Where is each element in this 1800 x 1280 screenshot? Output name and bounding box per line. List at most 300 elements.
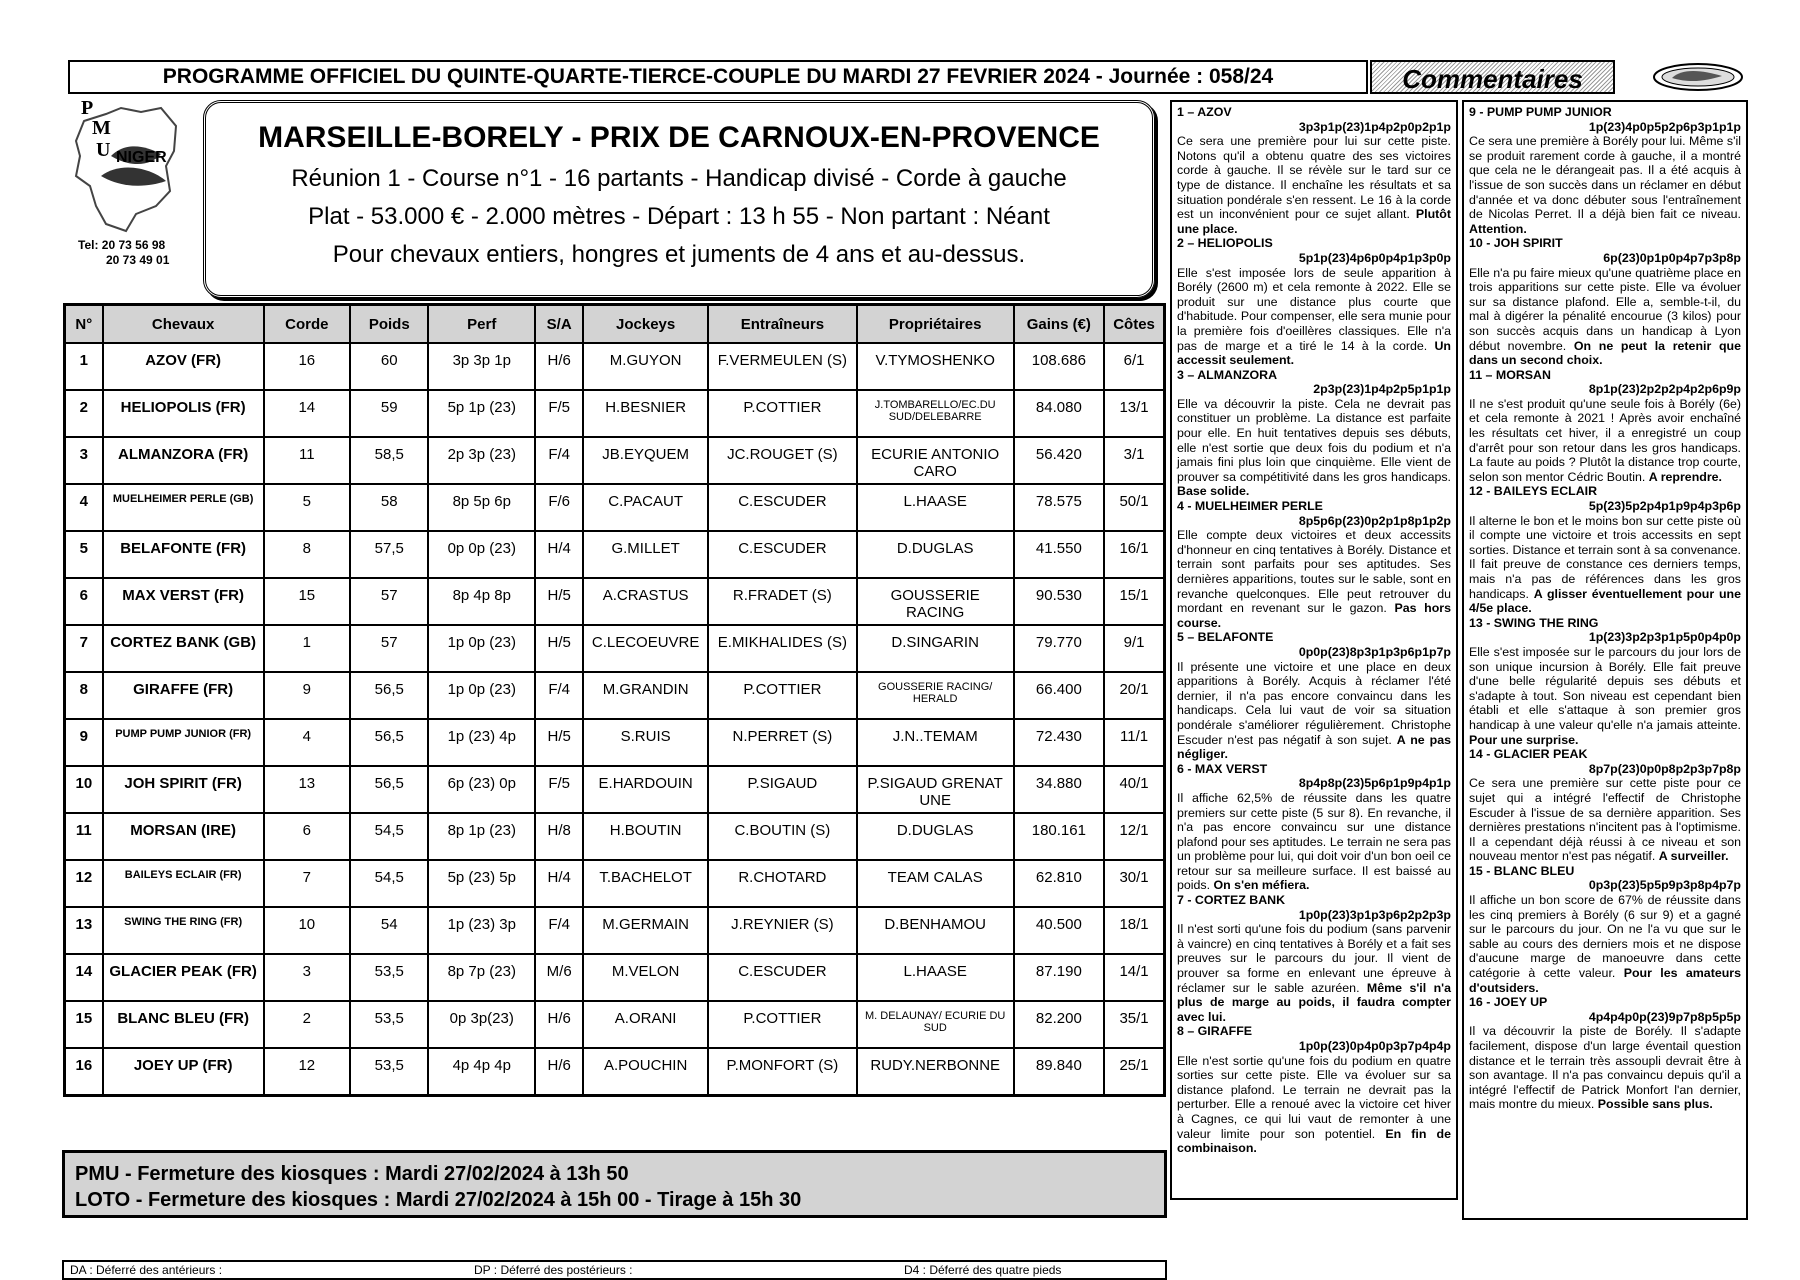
comment-text [1469,397,1741,485]
table-cell: 78.575 [1014,484,1104,531]
comment-body: Elle s'est imposée sur le parcours du jour lors de son unique incursion à Borély. Elle fait preuve d'une belle régularité depuis ses débuts et s'adapte à tout. Son niveau est cependant bien établi et elle s'attaque à son premier gros handicap à une valeur qu'elle n'a jamais atteinte. [1469,644,1741,732]
table-cell: 15/1 [1104,578,1164,625]
table-cell: F/4 [535,672,583,719]
column-header: Chevaux [103,305,264,344]
comment-form-code: 2p3p(23)1p4p2p5p1p1p [1313,382,1451,397]
table-cell: 2 [65,390,103,437]
table-cell: 8p 7p (23) [428,954,535,1001]
table-cell: MAX VERST (FR) [103,578,264,625]
comment-text [1469,514,1741,616]
table-cell: GIRAFFE (FR) [103,672,264,719]
table-cell: 4p 4p 4p [428,1048,535,1095]
comment-text [1469,645,1741,747]
table-cell: P.COTTIER [708,390,857,437]
table-row [65,672,1165,719]
table-cell: 16 [264,343,350,390]
comment-body: Elle va découvrir la piste. Cela ne devrait pas constituer un problème. La distance est parfaite pour elle. En huit tentatives depuis ses débuts, elle n'est sortie que deux fois du podium et n'a jamais fini plus loin que cinquième. Elle vient de prouver sa compétitivité dans les gros handicaps. [1177,396,1451,484]
table-cell: 14 [65,954,103,1001]
table-cell: GLACIER PEAK (FR) [103,954,264,1001]
table-cell: P.SIGAUD [708,766,857,813]
table-cell: 56.420 [1014,437,1104,484]
horse-comment [1469,105,1741,236]
phone-2: 20 73 49 01 [106,253,170,267]
comment-verdict: Plutôt une place. [1177,207,1451,236]
table-cell: 6 [264,813,350,860]
table-cell: 56,5 [350,766,428,813]
table-cell: D.DUGLAS [857,813,1014,860]
table-row [65,484,1165,531]
table-row [65,766,1165,813]
comment-text [1177,397,1451,499]
table-cell: H/4 [535,860,583,907]
table-cell: A.ORANI [583,1001,708,1048]
comment-body: Ce sera une première pour lui sur cette piste. Notons qu'il a obtenu quatre des ses victoires corde à gauche. Il se révèle sur le tard sur ce type de distance. Il enchaîne les résultats et sa situation pondérale s'en ressent. Le 16 à la corde est un inconvénient pour ce sujet allant. [1177,134,1451,222]
comment-form-code: 8p7p(23)0p0p8p2p3p7p8p [1588,761,1741,776]
legend-da: DA : Déferré des antérieurs : [70,1263,223,1277]
table-cell: 1p 0p (23) [428,672,535,719]
comment-text [1469,776,1741,864]
table-cell: 13 [264,766,350,813]
table-cell: 14/1 [1104,954,1164,1001]
table-row [65,625,1165,672]
table-cell: 3 [65,437,103,484]
table-cell: 11/1 [1104,719,1164,766]
horse-comment [1177,368,1451,499]
table-cell: BLANC BLEU (FR) [103,1001,264,1048]
comment-verdict: Attention. [1469,221,1527,236]
table-cell: 10 [65,766,103,813]
table-cell: 5p 1p (23) [428,390,535,437]
comment-horse-name: 8 – GIRAFFE [1177,1024,1253,1039]
table-cell: G.MILLET [583,531,708,578]
loto-closing-line: LOTO - Fermeture des kiosques : Mardi 27/02/2024 à 15h 00 - Tirage à 15h 30 [75,1189,802,1211]
table-cell: 16/1 [1104,531,1164,578]
comment-horse-name: 2 – HELIOPOLIS [1177,236,1273,251]
table-cell: 41.550 [1014,531,1104,578]
table-cell: D.BENHAMOU [857,907,1014,954]
table-row [65,719,1165,766]
horse-comment [1469,368,1741,485]
comment-verdict: Possible sans plus. [1597,1097,1713,1112]
table-cell: J.TOMBARELLO/EC.DU SUD/DELEBARRE [857,390,1014,437]
table-cell: 40/1 [1104,766,1164,813]
comment-verdict: Base solide. [1177,484,1250,499]
table-row [65,531,1165,578]
table-cell: PUMP PUMP JUNIOR (FR) [103,719,264,766]
comment-form-code: 6p(23)0p1p0p4p7p3p8p [1603,250,1741,265]
comment-text [1177,528,1451,630]
table-cell: 53,5 [350,954,428,1001]
comment-horse-name: 1 – AZOV [1177,105,1232,119]
comment-horse-name: 13 - SWING THE RING [1469,615,1599,630]
table-cell: P.COTTIER [708,1001,857,1048]
table-cell: 12 [65,860,103,907]
table-cell: 35/1 [1104,1001,1164,1048]
shoeing-legend [62,1260,1167,1280]
horse-comment [1177,105,1451,236]
table-cell: H.BESNIER [583,390,708,437]
table-cell: M. DELAUNAY/ ECURIE DU SUD [857,1001,1014,1048]
comment-text [1469,893,1741,995]
table-cell: C.ESCUDER [708,954,857,1001]
table-cell: 3p 3p 1p [428,343,535,390]
comment-body: Elle s'est imposée lors de seule apparition à Borély (2600 m) et cela remonte à 2022. Elle se produit sur une distance plus courte que d'habitude. Pour compenser, elle sera munie pour la première fois d'oeillères classiques. Elle n'a pas de marge et a tiré le 14 à la corde. [1177,265,1451,353]
comment-text [1469,134,1741,236]
table-cell: H/6 [535,1048,583,1095]
comment-text [1177,1054,1451,1156]
table-cell: 13/1 [1104,390,1164,437]
comment-verdict: A reprendre. [1648,469,1722,484]
column-header: Perf [428,305,535,344]
column-header: Poids [350,305,428,344]
table-row [65,907,1165,954]
horse-comment [1177,499,1451,630]
comment-horse-name: 4 - MUELHEIMER PERLE [1177,499,1323,514]
table-cell: JB.EYQUEM [583,437,708,484]
table-cell: 180.161 [1014,813,1104,860]
table-cell: 13 [65,907,103,954]
table-cell: GOUSSERIE RACING [857,578,1014,625]
table-cell: 6 [65,578,103,625]
table-cell: ECURIE ANTONIO CARO [857,437,1014,484]
comments-column-2 [1462,100,1748,1220]
table-cell: 15 [65,1001,103,1048]
comment-form-code: 1p0p(23)0p4p0p3p7p4p4p [1298,1039,1451,1053]
table-cell: 72.430 [1014,719,1104,766]
comments-banner [1370,60,1615,94]
table-cell: H/4 [535,531,583,578]
comment-form-code: 8p5p6p(23)0p2p1p8p1p2p [1298,513,1451,528]
table-cell: 0p 3p(23) [428,1001,535,1048]
comment-form-code: 3p3p1p(23)1p4p2p0p2p1p [1298,119,1451,134]
program-title: PROGRAMME OFFICIEL DU QUINTE-QUARTE-TIERCE-COUPLE DU MARDI 27 FEVRIER 2024 - Journée : 058/24 [68,60,1368,94]
table-cell: 9 [264,672,350,719]
comment-text [1469,1024,1741,1112]
table-cell: J.REYNIER (S) [708,907,857,954]
comment-form-code: 5p1p(23)4p6p0p4p1p3p0p [1298,250,1451,265]
table-cell: 10 [264,907,350,954]
table-cell: V.TYMOSHENKO [857,343,1014,390]
table-row [65,1001,1165,1048]
comment-horse-name: 15 - BLANC BLEU [1469,863,1575,878]
table-cell: 54 [350,907,428,954]
column-header: Jockeys [583,305,708,344]
table-cell: 56,5 [350,719,428,766]
table-cell: 8p 4p 8p [428,578,535,625]
table-cell: JOEY UP (FR) [103,1048,264,1095]
comment-text [1177,791,1451,893]
table-cell: M.GERMAIN [583,907,708,954]
table-row [65,437,1165,484]
table-cell: JC.ROUGET (S) [708,437,857,484]
table-cell: H.BOUTIN [583,813,708,860]
table-cell: C.BOUTIN (S) [708,813,857,860]
table-cell: H/5 [535,578,583,625]
comment-form-code: 1p(23)3p2p3p1p5p0p4p0p [1588,630,1741,645]
comment-form-code: 1p(23)4p0p5p2p6p3p1p1p [1588,119,1741,134]
logo-letter-u: U [96,139,111,161]
comment-form-code: 0p0p(23)8p3p1p3p6p1p7p [1298,644,1451,659]
table-cell: 59 [350,390,428,437]
table-cell: L.HAASE [857,484,1014,531]
table-cell: 18/1 [1104,907,1164,954]
comment-text [1177,134,1451,236]
legend-d4: D4 : Déferré des quatre pieds [904,1263,1062,1277]
comment-verdict: En fin de combinaison. [1177,1126,1451,1156]
closing-times-box [62,1150,1167,1218]
table-cell: 60 [350,343,428,390]
table-row [65,860,1165,907]
table-cell: T.BACHELOT [583,860,708,907]
comment-body: Ce sera une première à Borély pour lui. Même s'il se produit rarement corde à gauche, il a montré que cela ne le dérangeait pas. Il a été acquis à l'issue de son succès dans un réclamer en début d'année et va donc débuter sous l'entraînement de Nicolas Perret. Il a déjà bien fait ce niveau. [1469,134,1741,222]
table-cell: M.GUYON [583,343,708,390]
table-cell: 3 [264,954,350,1001]
table-cell: 54,5 [350,860,428,907]
table-cell: A.POUCHIN [583,1048,708,1095]
table-cell: 20/1 [1104,672,1164,719]
table-cell: 6p (23) 0p [428,766,535,813]
comment-verdict: Pas hors course. [1177,601,1451,630]
table-cell: H/6 [535,343,583,390]
table-cell: 25/1 [1104,1048,1164,1095]
horse-comment [1177,893,1451,1024]
table-cell: A.CRASTUS [583,578,708,625]
table-cell: 9/1 [1104,625,1164,672]
table-cell: E.MIKHALIDES (S) [708,625,857,672]
comment-horse-name: 7 - CORTEZ BANK [1177,893,1286,908]
phone-1: Tel: 20 73 56 98 [78,238,166,252]
comment-body: Il va découvrir la piste de Borély. Il s'adapte facilement, dispose d'un large éventail question distance et le terrain très assoupli devrait être à son avantage. Il n'a pas convaincu depuis qu'il a intégré l'effectif de Patrick Monfort l'an dernier, mais montre du mieux. [1469,1024,1741,1112]
table-cell: HELIOPOLIS (FR) [103,390,264,437]
comment-horse-name: 5 – BELAFONTE [1177,630,1274,645]
table-cell: 87.190 [1014,954,1104,1001]
table-cell: 15 [264,578,350,625]
comment-verdict: A surveiller. [1658,849,1729,864]
table-cell: BELAFONTE (FR) [103,531,264,578]
comment-verdict: On s'en méfiera. [1213,878,1310,893]
horse-comment [1177,1024,1451,1155]
table-cell: F/4 [535,437,583,484]
logo-letter-p: P [81,97,94,119]
comment-body: Elle n'est sortie qu'une fois du podium en quatre sorties sur cette piste. Elle va évoluer sur sa distance plafond. Le terrain ne devrait pas la perturber. Elle a renoué avec la victoire cet hiver à Cagnes, ce qui lui vaut de remonter à une valeur limite pour son potentiel. [1177,1053,1451,1141]
comment-verdict: Pour une surprise. [1469,732,1579,747]
table-cell: 11 [264,437,350,484]
table-cell: N.PERRET (S) [708,719,857,766]
table-cell: 1 [65,343,103,390]
comment-form-code: 5p(23)5p2p4p1p9p4p3p6p [1588,499,1741,514]
phone-numbers [78,238,190,268]
comment-body: Il ne s'est produit qu'une seule fois à Borély (6e) et cela remonte à 2021 ! Après avoir enchaîné les résultats cet hiver, il a enregistré un coup d'arrêt pour son retour dans les gros handicaps. La faute au poids ? Plutôt la distance trop courte, selon son mentor Cédric Boutin. [1469,396,1741,484]
race-meeting-line: Réunion 1 - Course n°1 - 16 partants - Handicap divisé - Corde à gauche [291,165,1067,192]
comment-text [1177,266,1451,368]
table-cell: 66.400 [1014,672,1104,719]
table-row [65,343,1165,390]
table-cell: C.ESCUDER [708,484,857,531]
table-header-row [65,305,1165,344]
table-cell: 5 [65,531,103,578]
entries-table [63,303,1166,1097]
logo-letter-m: M [92,117,111,139]
comments-banner-label: Commentaires [1402,64,1583,94]
comment-form-code: 8p1p(23)2p2p2p4p2p6p9p [1588,382,1741,397]
table-cell: 2p 3p (23) [428,437,535,484]
table-cell: 14 [264,390,350,437]
column-header: Entraîneurs [708,305,857,344]
table-row [65,1048,1165,1095]
table-cell: F/6 [535,484,583,531]
comment-horse-name: 10 - JOH SPIRIT [1469,236,1563,251]
table-cell: 53,5 [350,1048,428,1095]
table-row [65,813,1165,860]
comment-verdict: A ne pas négliger. [1177,732,1451,762]
table-cell: 84.080 [1014,390,1104,437]
table-cell: 1p 0p (23) [428,625,535,672]
horse-comment [1469,864,1741,995]
table-row [65,390,1165,437]
table-cell: 50/1 [1104,484,1164,531]
table-cell: JOH SPIRIT (FR) [103,766,264,813]
table-cell: 8p 5p 6p [428,484,535,531]
table-cell: CORTEZ BANK (GB) [103,625,264,672]
comment-text [1177,660,1451,762]
table-cell: 58,5 [350,437,428,484]
table-cell: J.N..TEMAM [857,719,1014,766]
horse-comment [1469,747,1741,864]
table-cell: C.ESCUDER [708,531,857,578]
table-cell: 1p (23) 3p [428,907,535,954]
table-cell: R.FRADET (S) [708,578,857,625]
table-cell: 16 [65,1048,103,1095]
table-cell: 58 [350,484,428,531]
horse-comment [1469,616,1741,747]
table-cell: 7 [65,625,103,672]
table-cell: 5p (23) 5p [428,860,535,907]
table-cell: TEAM CALAS [857,860,1014,907]
race-info-box [203,100,1155,298]
comment-form-code: 0p3p(23)5p5p9p3p8p4p7p [1588,878,1741,893]
comment-verdict: Même s'il n'a plus de marge au poids, il faudra compter avec lui. [1177,980,1451,1024]
table-cell: P.COTTIER [708,672,857,719]
table-cell: F.VERMEULEN (S) [708,343,857,390]
table-cell: 8p 1p (23) [428,813,535,860]
table-cell: H/5 [535,719,583,766]
table-cell: C.LECOEUVRE [583,625,708,672]
table-cell: L.HAASE [857,954,1014,1001]
table-cell: BAILEYS ECLAIR (FR) [103,860,264,907]
table-row [65,578,1165,625]
comment-text [1177,922,1451,1024]
table-cell: 53,5 [350,1001,428,1048]
table-cell: 90.530 [1014,578,1104,625]
comment-horse-name: 9 - PUMP PUMP JUNIOR [1469,105,1612,119]
comment-horse-name: 16 - JOEY UP [1469,995,1548,1010]
comment-horse-name: 11 – MORSAN [1469,367,1551,382]
comment-verdict: Un accessit seulement. [1177,338,1451,368]
table-cell: M.GRANDIN [583,672,708,719]
table-cell: 8 [65,672,103,719]
table-cell: MORSAN (IRE) [103,813,264,860]
column-header: Propriétaires [857,305,1014,344]
horse-comment [1177,236,1451,367]
table-cell: 3/1 [1104,437,1164,484]
comment-verdict: A glisser éventuellement pour une 4/5e place. [1469,586,1741,616]
race-conditions-line: Plat - 53.000 € - 2.000 mètres - Départ : 13 h 55 - Non partant : Néant [308,203,1050,230]
comment-body: Il n'est sorti qu'une fois du podium (sans parvenir à vaincre) en cinq tentatives à Borély et a fait ses preuves sur le parcours du jour. Il vient de prouver sa forme en enlevant une épreuve à réclamer sur le sable azuréen. [1177,922,1451,995]
table-cell: 40.500 [1014,907,1104,954]
legend-dp: DP : Déferré des postérieurs : [474,1263,633,1277]
table-cell: 11 [65,813,103,860]
comments-column-1 [1170,100,1458,1200]
table-cell: H/5 [535,625,583,672]
table-cell: 30/1 [1104,860,1164,907]
pmu-niger-logo-icon [66,96,196,236]
table-cell: 89.840 [1014,1048,1104,1095]
comment-form-code: 8p4p8p(23)5p6p1p9p4p1p [1298,776,1451,791]
comment-form-code: 4p4p4p0p(23)9p7p8p5p5p [1588,1009,1741,1024]
race-title: MARSEILLE-BORELY - PRIX DE CARNOUX-EN-PROVENCE [258,121,1100,154]
table-cell: 34.880 [1014,766,1104,813]
comment-body: Il affiche un bon score de 67% de réussite dans les cinq premiers à Borély (6 sur 9) et a gagné sur le parcours du jour. On ne l'a vu que sur le sable au cours des derniers mois et ne dispose d'aucune marge de manoeuvre dans cette catégorie à cette valeur. [1469,893,1741,981]
table-cell: 1p (23) 4p [428,719,535,766]
table-cell: SWING THE RING (FR) [103,907,264,954]
table-cell: 54,5 [350,813,428,860]
table-cell: P.MONFORT (S) [708,1048,857,1095]
comment-body: Il alterne le bon et le moins bon sur cette piste où il compte une victoire et trois accessits en sept sorties. Distance et terrain sont à sa convenance. Il fait preuve de constance ces derniers temps, mais n'a pas de références dans les gros handicaps. [1469,513,1741,601]
table-cell: 8 [264,531,350,578]
comment-body: Ce sera une première sur cette piste pour ce sujet qui a intégré l'effectif de Christophe Escuder à l'issue de sa dernière apparition. Ses dernières prestations n'incitent pas à l'optimisme. Il a cependant déjà réussi à ce niveau et son nouveau mentor n'est pas négatif. [1469,776,1741,864]
comment-horse-name: 3 – ALMANZORA [1177,367,1278,382]
table-cell: F/5 [535,390,583,437]
comment-body: Il présente une victoire et une place en deux apparitions à Borély. Acquis à réclamer l'été dernier, il n'a pas encore convaincu dans les handicaps. Cela lui vaut de voir sa situation pondérale s'améliorer régulièrement. Christophe Escuder n'est pas négatif à son sujet. [1177,659,1451,747]
table-cell: GOUSSERIE RACING/ HERALD [857,672,1014,719]
logo-niger: NIGER [116,149,167,166]
comment-horse-name: 6 - MAX VERST [1177,761,1268,776]
table-cell: M.VELON [583,954,708,1001]
comment-form-code: 1p0p(23)3p1p3p6p2p2p3p [1298,907,1451,922]
comment-horse-name: 12 - BAILEYS ECLAIR [1469,484,1598,499]
table-cell: RUDY.NERBONNE [857,1048,1014,1095]
table-cell: M/6 [535,954,583,1001]
table-cell: MUELHEIMER PERLE (GB) [103,484,264,531]
pmu-closing-line: PMU - Fermeture des kiosques : Mardi 27/02/2024 à 13h 50 [75,1163,629,1185]
column-header: S/A [535,305,583,344]
table-cell: R.CHOTARD [708,860,857,907]
table-cell: 12/1 [1104,813,1164,860]
column-header: Gains (€) [1014,305,1104,344]
column-header: Corde [264,305,350,344]
horse-comment [1469,484,1741,615]
table-cell: H/8 [535,813,583,860]
table-cell: 12 [264,1048,350,1095]
table-cell: 82.200 [1014,1001,1104,1048]
table-cell: E.HARDOUIN [583,766,708,813]
table-cell: 6/1 [1104,343,1164,390]
table-cell: 57 [350,578,428,625]
comment-body: Elle n'a pu faire mieux qu'une quatrième place en trois apparitions sur cette piste. Elle va évoluer sur sa distance plafond. Elle a, semble-t-il, du mal à digérer la pénalité encourue (3 kilos) pour son succès acquis dans un handicap à Lyon début novembre. [1469,265,1741,353]
table-cell: 57,5 [350,531,428,578]
horse-comment [1469,995,1741,1112]
table-cell: 4 [65,484,103,531]
race-eligibility-line: Pour chevaux entiers, hongres et juments de 4 ans et au-dessus. [332,241,1026,268]
horse-comment [1177,630,1451,761]
table-cell: 7 [264,860,350,907]
comment-verdict: On ne peut la retenir que dans un second choix. [1469,338,1741,368]
table-cell: 5 [264,484,350,531]
table-row [65,954,1165,1001]
column-header: Côtes [1104,305,1164,344]
table-cell: F/4 [535,907,583,954]
table-cell: D.DUGLAS [857,531,1014,578]
